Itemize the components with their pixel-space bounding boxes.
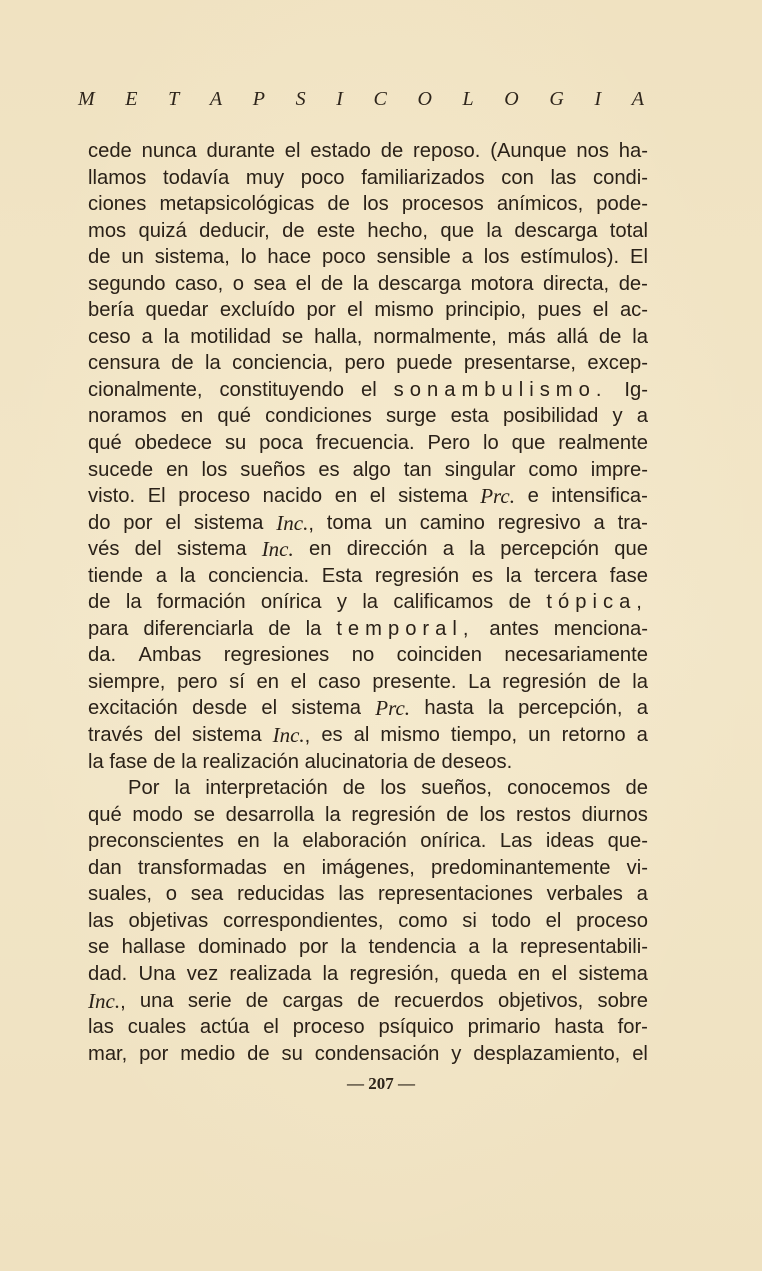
running-head-letter: L xyxy=(462,88,474,110)
running-head-letter: C xyxy=(373,88,387,110)
text-line: visto. El proceso nacido en el sistema Prc. e intensifica- xyxy=(88,484,648,509)
text-line: mar, por medio de su condensación y desplazamiento, el xyxy=(88,1042,648,1065)
text-line: sucede en los sueños es algo tan singular como impre- xyxy=(88,458,648,481)
text-line: qué modo se desarrolla la regresión de los restos diurnos xyxy=(88,803,648,826)
running-head-letter: O xyxy=(417,88,432,110)
text-line: vés del sistema Inc. en dirección a la percepción que xyxy=(88,537,648,562)
text-line: qué obedece su poca frecuencia. Pero lo que realmente xyxy=(88,432,648,455)
running-head-letter: O xyxy=(504,88,519,110)
text-line: la fase de la realización alucinatoria de deseos. xyxy=(88,750,513,773)
text-line: do por el sistema Inc., toma un camino regresivo a tra- xyxy=(88,510,648,535)
text-line: para diferenciarla de la temporal, antes menciona- xyxy=(88,617,648,640)
text-line: ceso a la motilidad se halla, normalmente, más allá de la xyxy=(88,325,648,348)
text-line: da. Ambas regresiones no coinciden necesariamente xyxy=(88,644,648,667)
body-text xyxy=(88,138,648,1067)
running-head-letter: T xyxy=(168,88,180,110)
text-line: ciones metapsicológicas de los procesos anímicos, pode- xyxy=(88,193,648,216)
running-head xyxy=(78,88,644,111)
text-line: segundo caso, o sea el de la descarga motora directa, de- xyxy=(88,272,648,295)
text-line: dad. Una vez realizada la regresión, queda en el sistema xyxy=(88,962,648,985)
text-line: de la formación onírica y la calificamos de tópica, xyxy=(88,591,648,614)
page-number: — 207 — xyxy=(347,1074,415,1093)
text-line: se hallase dominado por la tendencia a la representabili- xyxy=(88,936,648,959)
running-head-letter: I xyxy=(336,88,343,110)
running-head-letter: I xyxy=(594,88,602,110)
text-line: suales, o sea reducidas las representaciones verbales a xyxy=(88,883,648,906)
text-line: dan transformadas en imágenes, predominantemente vi- xyxy=(88,856,648,879)
running-head-letter: G xyxy=(549,88,564,110)
text-line: excitación desde el sistema Prc. hasta la percepción, a xyxy=(88,696,648,721)
running-head-letter: S xyxy=(295,88,306,110)
running-head-letter: E xyxy=(125,88,138,110)
text-line: llamos todavía muy poco familiarizados con las condi- xyxy=(88,166,648,189)
text-line: cede nunca durante el estado de reposo. (Aunque nos ha- xyxy=(88,140,648,162)
text-line: las cuales actúa el proceso psíquico primario hasta for- xyxy=(88,1016,648,1039)
text-line: las objetivas correspondientes, como si todo el proceso xyxy=(88,909,648,932)
running-head-letter: A xyxy=(631,88,644,110)
running-head-letter: M xyxy=(78,88,95,110)
text-line: través del sistema Inc., es al mismo tiempo, un retorno a xyxy=(88,723,648,748)
text-line: cionalmente, constituyendo el sonambulismo. Ig- xyxy=(88,378,648,401)
text-line: de un sistema, lo hace poco sensible a los estímulos). El xyxy=(88,246,648,269)
running-head-letter: A xyxy=(209,88,223,110)
text-line: preconscientes en la elaboración onírica. Las ideas que- xyxy=(88,830,648,853)
text-line: mos quizá deducir, de este hecho, que la descarga total xyxy=(88,219,648,242)
text-line: bería quedar excluído por el mismo principio, pues el ac- xyxy=(88,299,648,322)
text-line: Inc., una serie de cargas de recuerdos objetivos, sobre xyxy=(88,988,648,1013)
running-head-letter: P xyxy=(252,88,265,110)
text-line: Por la interpretación de los sueños, conocemos de xyxy=(128,777,648,800)
text-line: censura de la conciencia, pero puede presentarse, excep- xyxy=(88,352,648,375)
text-line: noramos en qué condiciones surge esta posibilidad y a xyxy=(88,405,648,428)
text-line: tiende a la conciencia. Esta regresión es la tercera fase xyxy=(88,564,648,587)
text-line: siempre, pero sí en el caso presente. La regresión de la xyxy=(88,670,648,693)
